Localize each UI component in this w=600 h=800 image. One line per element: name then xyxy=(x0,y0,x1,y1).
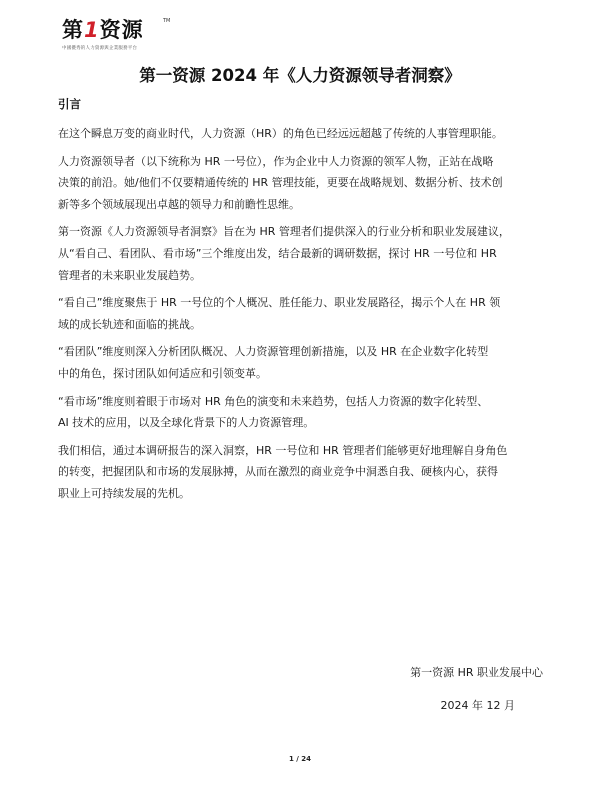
logo-text-post: 资源 xyxy=(99,18,144,42)
logo-text-pre: 第 xyxy=(62,18,84,42)
paragraph: 第一资源《人力资源领导者洞察》旨在为 HR 管理者们提供深入的行业分析和职业发展建议， 从“看自己、看团队、看市场”三个维度出发，结合最新的调研数据，探讨 HR 一号位和 HR 管理者的未来职业发展趋势。 xyxy=(58,225,510,282)
section-heading: 引言 xyxy=(58,97,81,111)
document-title: 第一资源 2024 年《人力资源领导者洞察》 xyxy=(139,66,461,85)
paragraph: “看团队”维度则深入分析团队概况、人力资源管理创新措施，以及 HR 在企业数字化转型 中的角色，探讨团队如何适应和引领变革。 xyxy=(58,345,489,380)
paragraph: “看市场”维度则着眼于市场对 HR 角色的演变和未来趋势，包括人力资源的数字化转型、 AI 技术的应用，以及全球化背景下的人力资源管理。 xyxy=(58,394,489,430)
company-logo xyxy=(62,18,172,52)
paragraph: 我们相信，通过本调研报告的深入洞察，HR 一号位和 HR 管理者们能够更好地理解自身角色 的转变，把握团队和市场的发展脉搏，从而在激烈的商业竞争中洞悉自我、硬核内心，获得 职业上可持续发展的先机。 xyxy=(58,443,508,500)
logo-text-accent: 1 xyxy=(84,18,100,42)
logo-trademark: TM xyxy=(163,18,171,24)
signature-organization: 第一资源 HR 职业发展中心 xyxy=(410,666,543,679)
logo-wordmark xyxy=(62,18,144,42)
paragraph: 在这个瞬息万变的商业时代，人力资源（HR）的角色已经远远超越了传统的人事管理职能。 xyxy=(58,127,503,140)
logo-tagline: 中國優秀的人力資源與企業服務平台 xyxy=(62,46,138,51)
signature-date: 2024 年 12 月 xyxy=(440,699,515,712)
paragraph: “看自己”维度聚焦于 HR 一号位的个人概况、胜任能力、职业发展路径，揭示个人在 HR 领 域的成长轨迹和面临的挑战。 xyxy=(58,296,501,331)
paragraph: 人力资源领导者（以下统称为 HR 一号位），作为企业中人力资源的领军人物，正站在战略 决策的前沿。她/他们不仅要精通传统的 HR 管理技能，更要在战略规划、数据分析、技术创 新等多个领域展现出卓越的领导力和前瞻性思维。 xyxy=(58,154,503,211)
document-body xyxy=(58,123,548,511)
page-number: 1 / 24 xyxy=(288,755,312,763)
